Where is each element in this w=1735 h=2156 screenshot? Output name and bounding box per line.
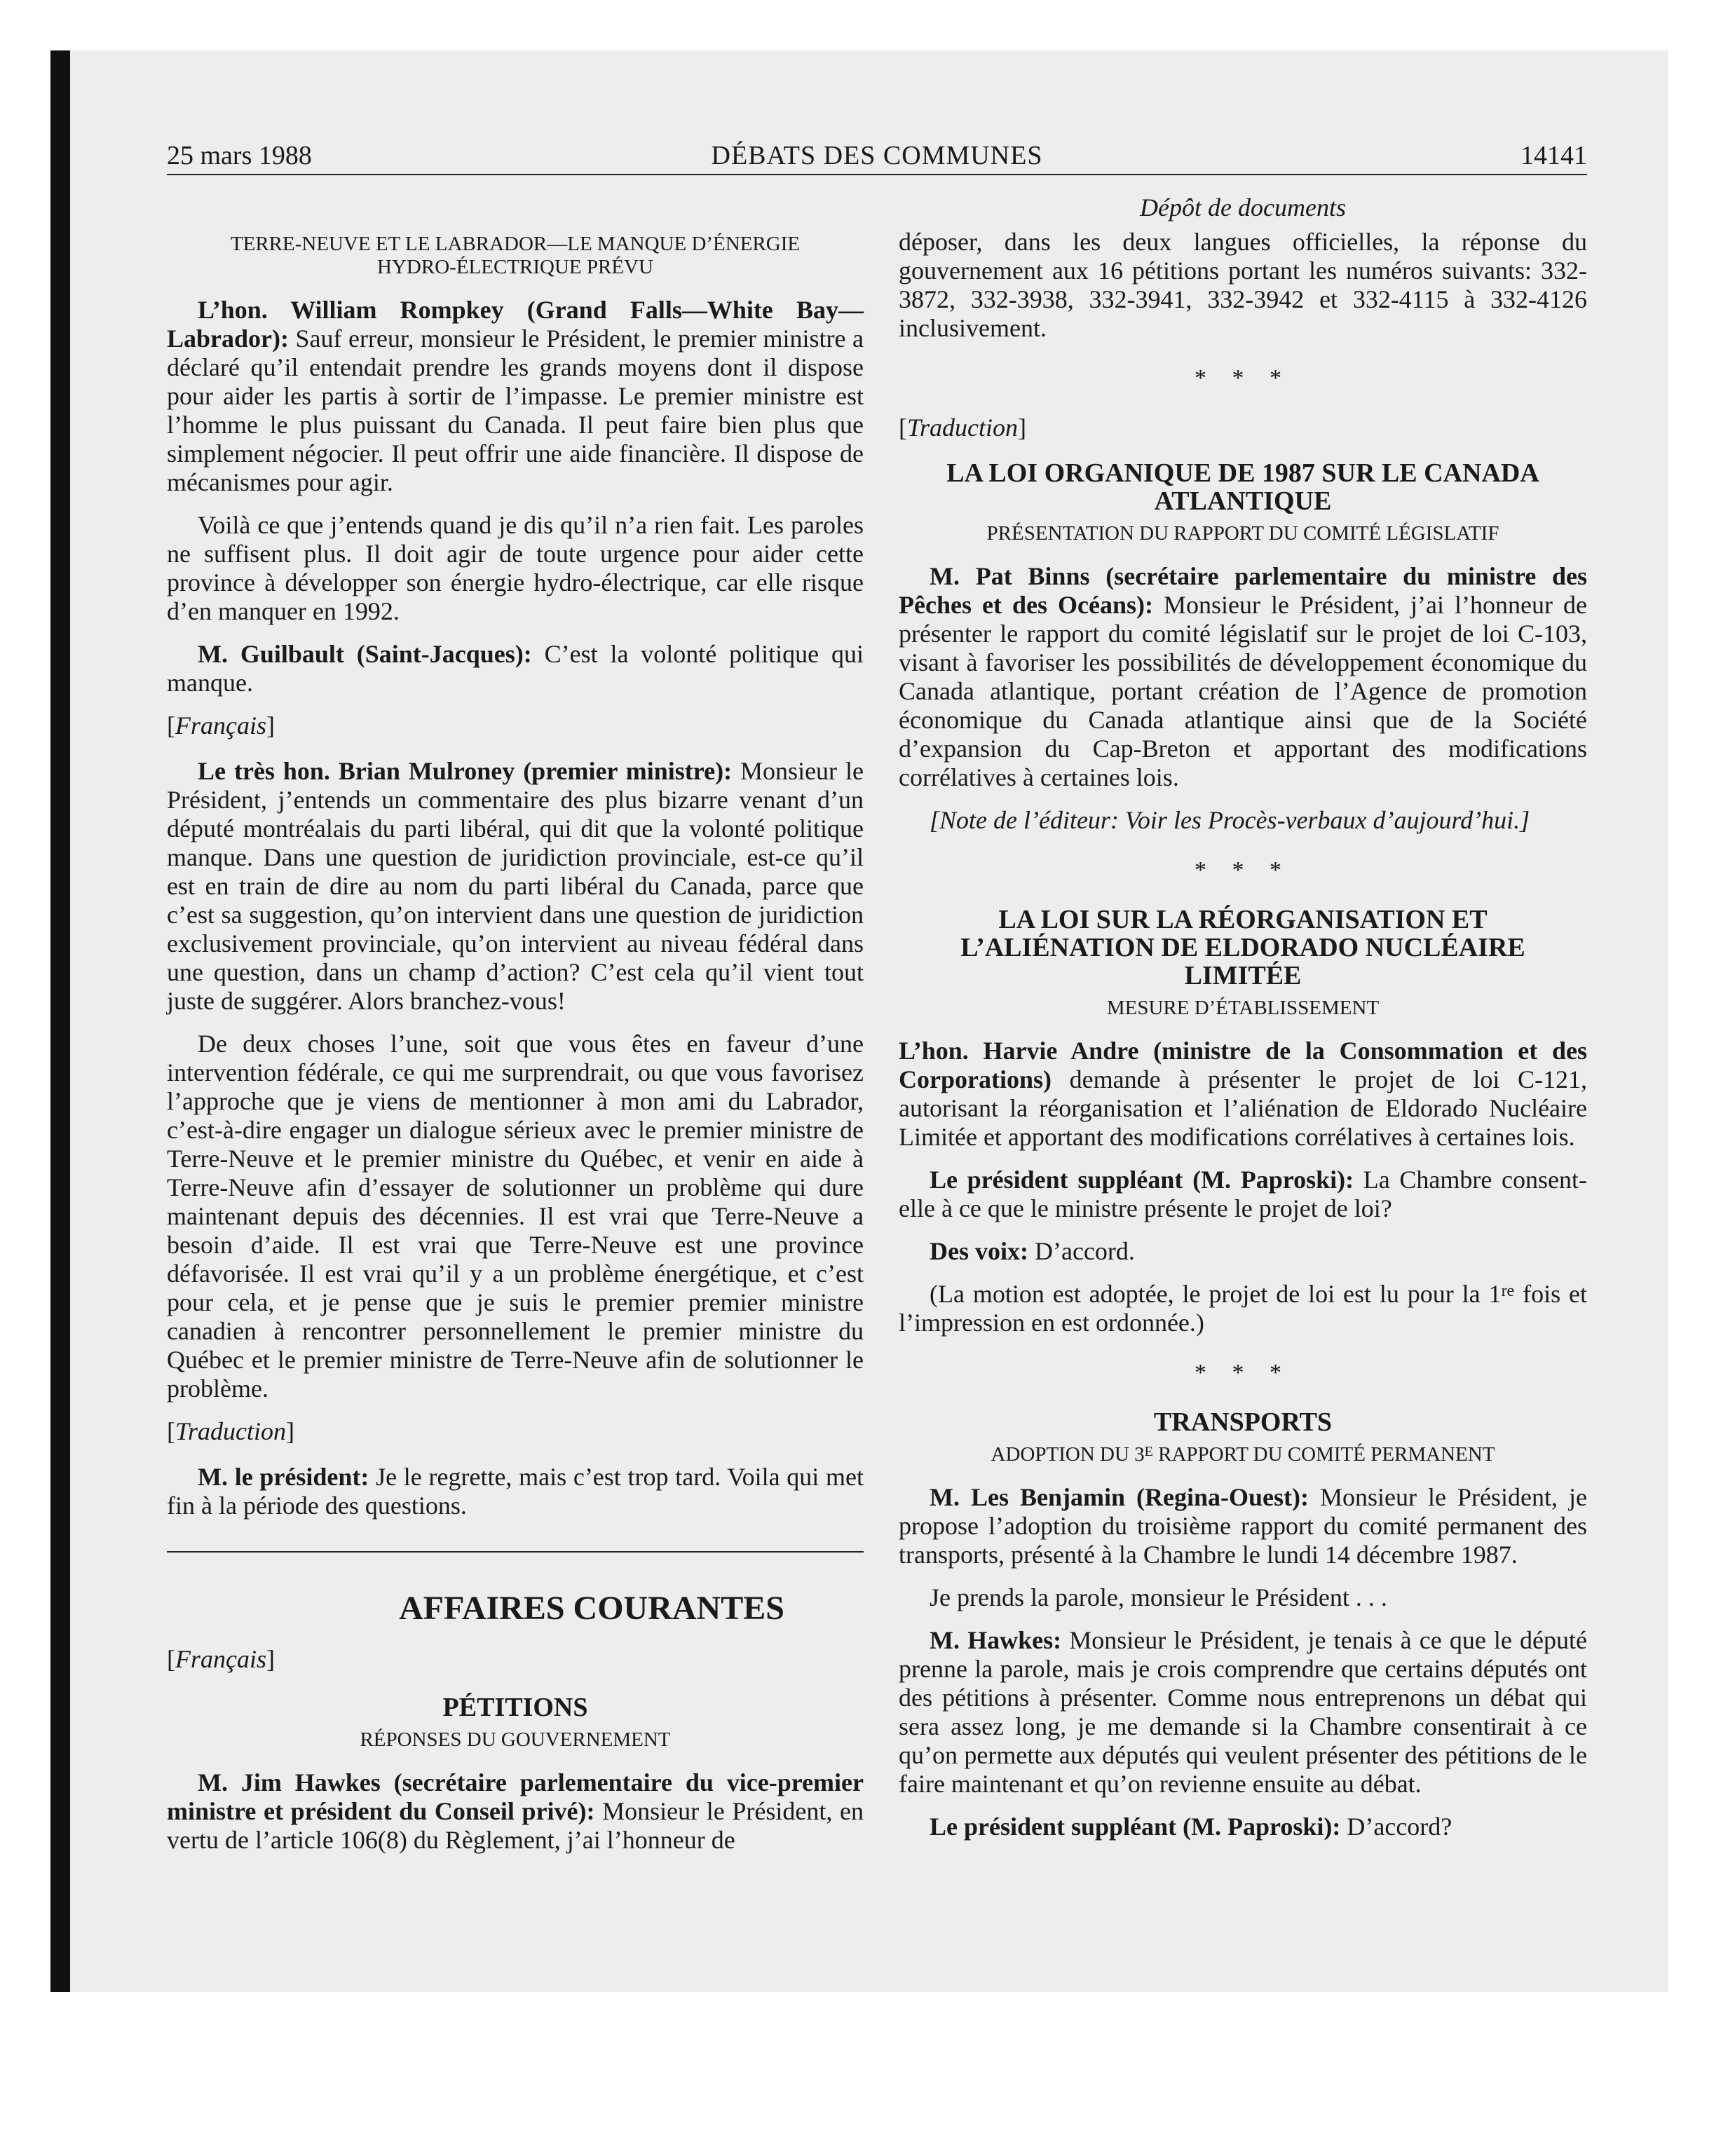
header-title: DÉBATS DES COMMUNES (711, 141, 1043, 170)
header-date: 25 mars 1988 (167, 141, 312, 170)
speaker-mulroney: Le très hon. Brian Mulroney (premier ministre): (198, 757, 733, 785)
transports-subheading: ADOPTION DU $3^E$ RAPPORT DU COMITÉ PERMANENT (991, 1443, 1495, 1466)
running-head: Dépôt de documents (1140, 193, 1346, 221)
language-marker-francais: [Français] (167, 711, 275, 739)
paragraph-guilbault: M. Guilbault (Saint-Jacques): C’est la volonté politique qui manque. (167, 640, 864, 697)
paragraph-mulroney: Le très hon. Brian Mulroney (premier ministre): Monsieur le Président, j’entends un commentaire des plus bizarre venant d’un député montréalais du parti libéral, qui dit que la volonté politique manque. Dans une question de juridiction provinciale, est-ce qu’il est en train de dire au nom du parti libéral du Canada, parce que c’est sa suggestion, qu’on intervient dans une question de juridiction exclusivement provinciale, qu’on intervient au niveau fédéral dans une question, dans un champ d’action? C’est cela qu’il vient tout juste de suggérer. Alors branchez-vous! (167, 757, 864, 1015)
petitions-heading: PÉTITIONS (442, 1693, 588, 1722)
section-heading-terre-neuve: TERRE-NEUVE ET LE LABRADOR—LE MANQUE D’ÉNERGIE HYDRO-ÉLECTRIQUE PRÉVU (230, 233, 801, 278)
speaker-hawkes: M. Jim Hawkes (secrétaire parlementaire du vice-premier ministre et président du Conseil privé): (167, 1768, 864, 1825)
loi-organique-heading: LA LOI ORGANIQUE DE 1987 SUR LE CANADA ATLANTIQUE (946, 458, 1539, 516)
speaker-guilbault: M. Guilbault (Saint-Jacques): (198, 640, 532, 668)
paragraph-andre: L’hon. Harvie Andre (ministre de la Consommation et des Corporations) demande à présenter le projet de loi C-121, autorisant la réorganisation et l’aliénation de Eldorado Nucléaire Limitée et apportant des modifications corrélatives à certaines lois. (899, 1037, 1587, 1151)
header-page-number: 14141 (1520, 141, 1587, 170)
speaker-paproski-2: Le président suppléant (M. Paproski): (930, 1813, 1341, 1841)
section-separator-stars: * * * (1195, 365, 1291, 391)
page-header (167, 140, 1587, 175)
paragraph-benjamin: M. Les Benjamin (Regina-Ouest): Monsieur le Président, je propose l’adoption du troisième rapport du comité permanent des transports, présenté à la Chambre le lundi 14 décembre 1987. (899, 1483, 1587, 1569)
speaker-president: M. le président: (198, 1463, 369, 1491)
speaker-paproski: Le président suppléant (M. Paproski): (930, 1166, 1354, 1194)
speaker-rompkey: L’hon. William Rompkey (Grand Falls—White Bay—Labrador): (167, 296, 864, 353)
speaker-des-voix: Des voix: (930, 1237, 1028, 1265)
editor-note: [Note de l’éditeur: Voir les Procès-verbaux d’aujourd’hui.] (930, 806, 1530, 834)
paragraph-president: M. le président: Je le regrette, mais c’est trop tard. Voila qui met fin à la période des questions. (167, 1463, 864, 1520)
paragraph-hawkes-continued: déposer, dans les deux langues officielles, la réponse du gouvernement aux 16 pétitions portant les numéros suivants: 332-3872, 332-3938, 332-3941, 332-3942 et 332-4115 à 332-4126 inclusivement. (899, 228, 1587, 342)
paragraph-paproski-2: Le président suppléant (M. Paproski): D’accord? (930, 1813, 1452, 1841)
speaker-hawkes-2: M. Hawkes: (930, 1626, 1062, 1654)
paragraph-binns: M. Pat Binns (secrétaire parlementaire du ministre des Pêches et des Océans): Monsieur le Président, j’ai l’honneur de présenter le rapport du comité législatif sur le projet de loi C-103, visant à favoriser les possibilités de développement économique du Canada atlantique, portant création de l’Agence de promotion économique du Canada atlantique ainsi que de la Société d’expansion du Cap-Breton et apportant des modifications corrélatives à certaines lois. (899, 562, 1587, 791)
eldorado-heading: LA LOI SUR LA RÉORGANISATION ET L’ALIÉNATION DE ELDORADO NUCLÉAIRE LIMITÉE (960, 905, 1525, 990)
section-separator-stars-3: * * * (1195, 1360, 1291, 1386)
paragraph-paproski: Le président suppléant (M. Paproski): La Chambre consent-elle à ce que le ministre présente le projet de loi? (899, 1166, 1587, 1222)
section-divider (167, 1551, 864, 1553)
paragraph-hawkes: M. Jim Hawkes (secrétaire parlementaire du vice-premier ministre et président du Conseil privé): Monsieur le Président, en vertu de l’article 106(8) du Règlement, j’ai l’honneur de (167, 1768, 864, 1854)
paragraph-motion-adoptee: (La motion est adoptée, le projet de loi est lu pour la 1re fois et l’impression en est ordonnée.) (899, 1280, 1587, 1337)
speaker-benjamin: M. Les Benjamin (Regina-Ouest): (930, 1483, 1309, 1511)
paragraph-rompkey: L’hon. William Rompkey (Grand Falls—White Bay—Labrador): Sauf erreur, monsieur le Président, le premier ministre a déclaré qu’il entendait prendre les grands moyens dont il dispose pour aider les partis à sortir de l’impasse. Le premier ministre est l’homme le plus puissant du Canada. Il peut faire bien plus que simplement négocier. Il peut offrir une aide financière. Il dispose de mécanismes pour agir. (167, 296, 864, 496)
paragraph-benjamin-2: Je prends la parole, monsieur le Président . . . (930, 1583, 1387, 1611)
left-column (167, 196, 864, 1869)
speaker-andre: L’hon. Harvie Andre (ministre de la Consommation et des Corporations) (899, 1037, 1587, 1093)
paragraph-mulroney-2: De deux choses l’une, soit que vous êtes en faveur d’une intervention fédérale, ce qui me surprendrait, ou que vous favorisez l’approche que je viens de mentionner à mon ami du Labrador, c’est-à-dire engager un dialogue sérieux avec le premier ministre de Terre-Neuve et le premier ministre du Québec, et venir en aide à Terre-Neuve afin d’essayer de solutionner un problème qui dure maintenant depuis des décennies. Il est vrai que Terre-Neuve a besoin d’aide. Il est vrai que Terre-Neuve est une province défavorisée. Il est vrai qu’il y a un problème énergétique, et c’est pour cela, et je pense que je suis le premier premier ministre canadien à rencontrer personnellement le premier ministre du Québec et le premier ministre de Terre-Neuve afin de solutionner le problème. (167, 1030, 864, 1403)
paragraph-rompkey-2: Voilà ce que j’entends quand je dis qu’il n’a rien fait. Les paroles ne suffisent plus. Il doit agir de toute urgence pour aider cette province à développer son énergie hydro-électrique, car elle risque d’en manquer en 1992. (167, 511, 864, 625)
section-separator-stars-2: * * * (1195, 857, 1291, 883)
loi-organique-subheading: PRÉSENTATION DU RAPPORT DU COMITÉ LÉGISLATIF (986, 522, 1499, 545)
right-column (899, 193, 1587, 1855)
eldorado-subheading: MESURE D’ÉTABLISSEMENT (1106, 997, 1380, 1019)
paragraph-hawkes-2: M. Hawkes: Monsieur le Président, je tenais à ce que le député prenne la parole, mais je crois comprendre que certains députés ont des pétitions à présenter. Comme nous entreprenons un débat qui sera assez long, je me demande si la Chambre consentirait à ce qu’on permette aux députés qui veulent présenter des pétitions de le faire maintenant et qu’on revienne ensuite au débat. (899, 1626, 1587, 1798)
language-marker-traduction: [Traduction] (167, 1417, 295, 1445)
reponses-subheading: RÉPONSES DU GOUVERNEMENT (360, 1728, 671, 1751)
speaker-binns: M. Pat Binns (secrétaire parlementaire du ministre des Pêches et des Océans): (899, 562, 1587, 619)
affaires-courantes-heading: AFFAIRES COURANTES (399, 1590, 784, 1627)
language-marker-traduction-right: [Traduction] (899, 414, 1027, 442)
language-marker-francais-2: [Français] (167, 1645, 275, 1673)
paragraph-des-voix: Des voix: D’accord. (930, 1237, 1135, 1265)
scan-border (50, 50, 70, 1992)
transports-heading: TRANSPORTS (1153, 1407, 1333, 1437)
